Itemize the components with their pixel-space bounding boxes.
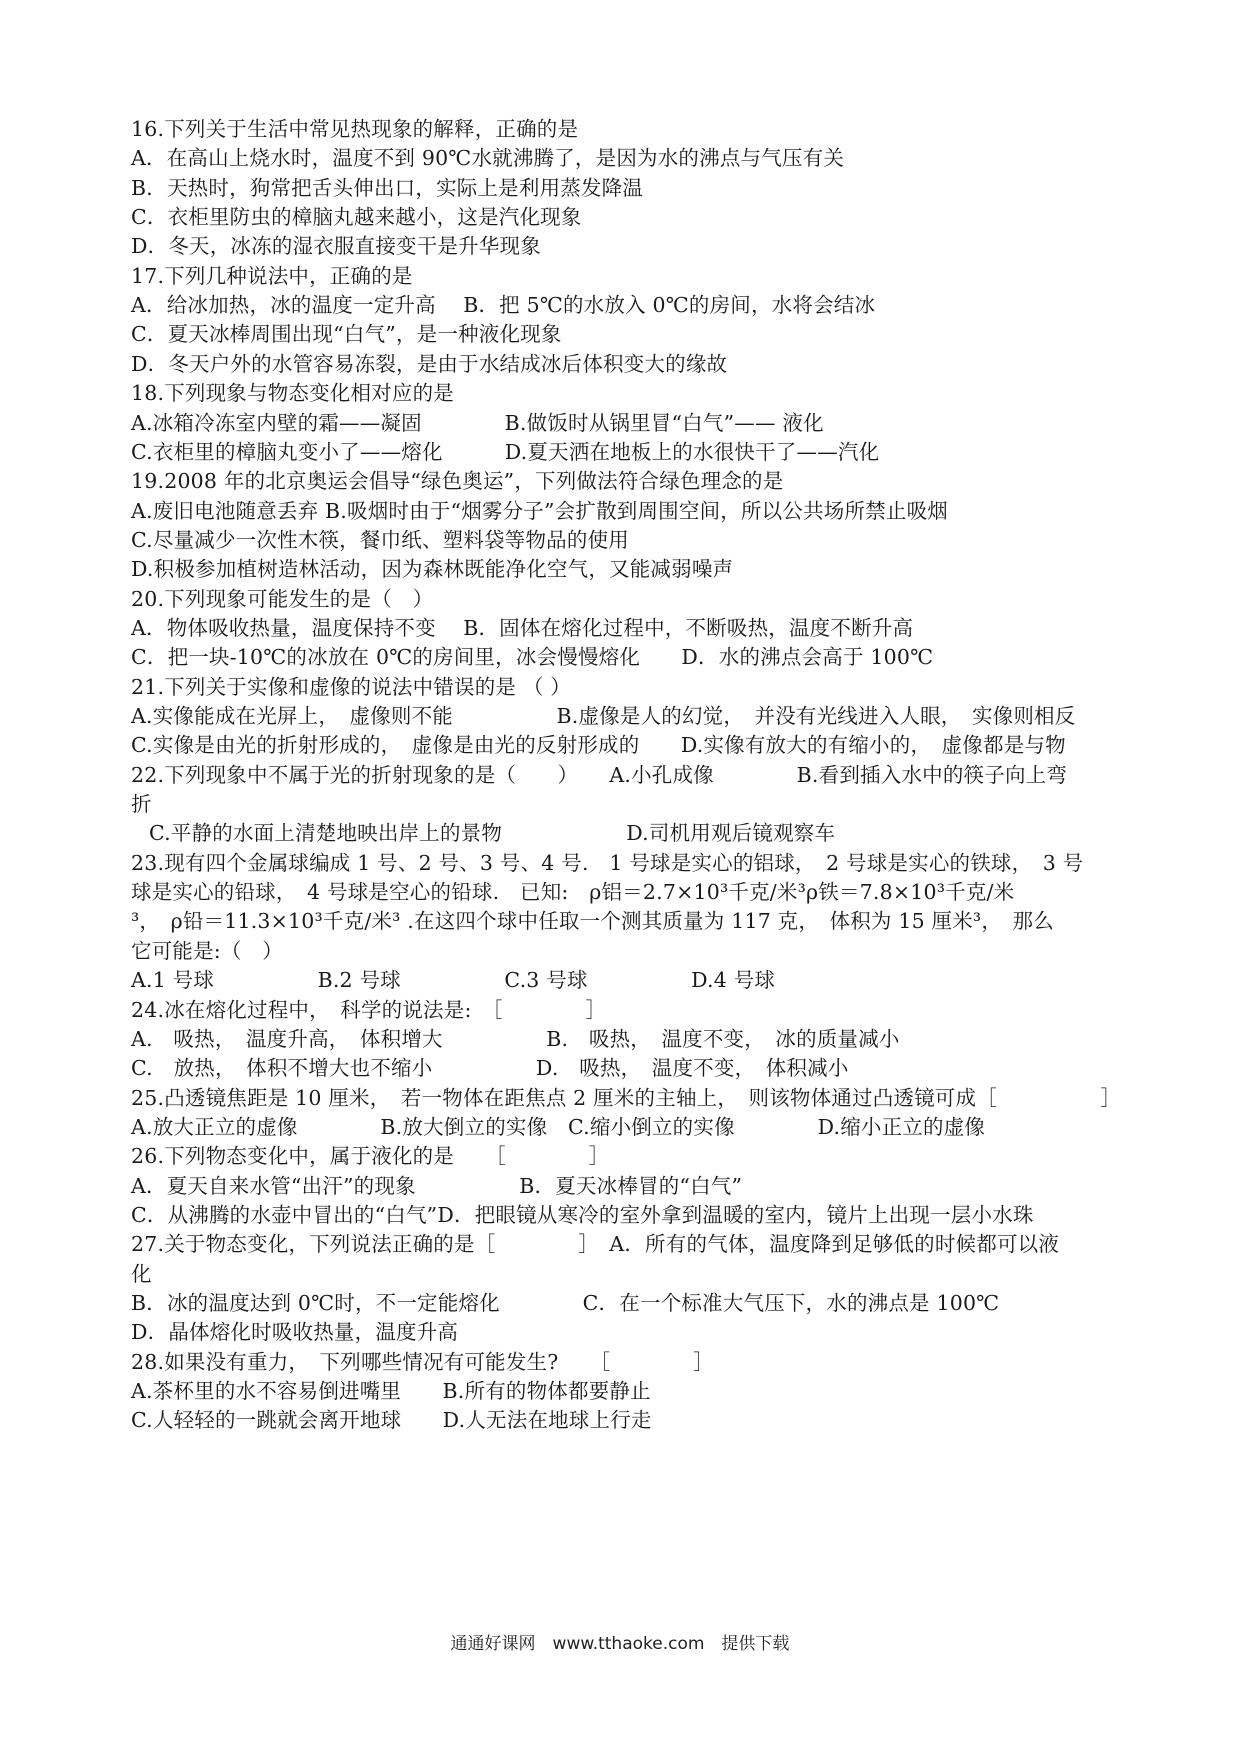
text-line: ³， ρ铅＝11.3×10³千克/米³ .在这四个球中任取一个测其质量为 117 克， 体积为 15 厘米³， 那么 — [131, 909, 1054, 933]
text-line: C．衣柜里防虫的樟脑丸越来越小，这是汽化现象 — [131, 205, 582, 229]
text-line: 20.下列现象可能发生的是（ ） — [131, 587, 434, 611]
text-line: C.实像是由光的折射形成的， 虚像是由光的反射形成的 D.实像有放大的有缩小的， 虚像都是与物 — [131, 733, 1066, 757]
text-line: 18.下列现象与物态变化相对应的是 — [131, 381, 455, 405]
text-line: A.1 号球 B.2 号球 C.3 号球 D.4 号球 — [131, 968, 776, 992]
text-line: 折 — [131, 792, 152, 816]
text-line: D．冬天，冰冻的湿衣服直接变干是升华现象 — [131, 234, 541, 258]
page-footer: 通通好课网 www.tthaoke.com 提供下载 — [450, 1634, 790, 1654]
text-line: A．夏天自来水管“出汗”的现象 B．夏天冰棒冒的“白气” — [131, 1174, 743, 1198]
text-line: 28.如果没有重力， 下列哪些情况有可能发生? ［ ］ — [131, 1350, 714, 1374]
text-line: B．天热时，狗常把舌头伸出口，实际上是利用蒸发降温 — [131, 176, 644, 200]
text-line: 化 — [131, 1262, 152, 1286]
text-line: C.平静的水面上清楚地映出岸上的景物 D.司机用观后镜观察车 — [149, 821, 836, 845]
text-line: 26.下列物态变化中，属于液化的是 ［ ］ — [131, 1144, 610, 1168]
text-line: 17.下列几种说法中，正确的是 — [131, 264, 413, 288]
text-line: C. 放热， 体积不增大也不缩小 D. 吸热， 温度不变， 体积减小 — [131, 1056, 849, 1080]
text-line: B．冰的温度达到 0℃时，不一定能熔化 C．在一个标准大气压下，水的沸点是 100℃ — [131, 1291, 1000, 1315]
text-line: A．给冰加热，冰的温度一定升高 B．把 5℃的水放入 0℃的房间，水将会结冰 — [131, 293, 876, 317]
text-line: 25.凸透镜焦距是 10 厘米， 若一物体在距焦点 2 厘米的主轴上， 则该物体通过凸透镜可成［ ］ — [131, 1086, 1122, 1110]
text-line: A.放大正立的虚像 B.放大倒立的实像 C.缩小倒立的实像 D.缩小正立的虚像 — [131, 1115, 986, 1139]
text-line: A．在高山上烧水时，温度不到 90℃水就沸腾了，是因为水的沸点与气压有关 — [131, 146, 845, 170]
text-line: C．夏天冰棒周围出现“白气”，是一种液化现象 — [131, 322, 562, 346]
text-line: C.衣柜里的樟脑丸变小了——熔化 D.夏天洒在地板上的水很快干了——汽化 — [131, 440, 880, 464]
text-line: 22.下列现象中不属于光的折射现象的是（ ） A.小孔成像 B.看到插入水中的筷子向上弯 — [131, 763, 1068, 787]
text-line: 23.现有四个金属球编成 1 号、2 号、3 号、4 号. 1 号球是实心的铝球， 2 号球是实心的铁球， 3 号 — [131, 851, 1084, 875]
text-line: A.废旧电池随意丢弃 B.吸烟时由于“烟雾分子”会扩散到周围空间，所以公共场所禁止吸烟 — [131, 499, 948, 523]
text-line: 它可能是:（ ） — [131, 939, 284, 963]
text-line: C．从沸腾的水壶中冒出的“白气”D．把眼镜从寒冷的室外拿到温暖的室内，镜片上出现一层小水珠 — [131, 1203, 1034, 1227]
text-line: A. 吸热， 温度升高， 体积增大 B. 吸热， 温度不变， 冰的质量减小 — [131, 1027, 900, 1051]
text-line: A.冰箱冷冻室内壁的霜——凝固 B.做饭时从锅里冒“白气”—— 液化 — [131, 411, 824, 435]
text-line: 27.关于物态变化，下列说法正确的是［ ］ A．所有的气体，温度降到足够低的时候都可以液 — [131, 1232, 1060, 1256]
text-line: 球是实心的铅球， 4 号球是空心的铅球. 已知: ρ铝＝2.7×10³千克/米³ρ铁＝7.8×10³千克/米 — [131, 880, 1015, 904]
text-line: A．物体吸收热量，温度保持不变 B．固体在熔化过程中，不断吸热，温度不断升高 — [131, 616, 914, 640]
text-line: 19.2008 年的北京奥运会倡导“绿色奥运”，下列做法符合绿色理念的是 — [131, 469, 784, 493]
text-line: C.尽量减少一次性木筷，餐巾纸、塑料袋等物品的使用 — [131, 528, 629, 552]
text-line: D.积极参加植树造林活动，因为森林既能净化空气，又能减弱噪声 — [131, 557, 734, 581]
text-line: 16.下列关于生活中常见热现象的解释，正确的是 — [131, 117, 579, 141]
text-line: 21.下列关于实像和虚像的说法中错误的是 （ ） — [131, 675, 571, 699]
text-line: 24.冰在熔化过程中， 科学的说法是: ［ ］ — [131, 998, 607, 1022]
text-line: D．冬天户外的水管容易冻裂，是由于水结成冰后体积变大的缘故 — [131, 352, 728, 376]
text-line: C．把一块-10℃的冰放在 0℃的房间里，冰会慢慢熔化 D．水的沸点会高于 100℃ — [131, 645, 934, 669]
text-line: D．晶体熔化时吸收热量，温度升高 — [131, 1320, 459, 1344]
text-line: C.人轻轻的一跳就会离开地球 D.人无法在地球上行走 — [131, 1408, 652, 1432]
text-line: A.实像能成在光屏上， 虚像则不能 B.虚像是人的幻觉， 并没有光线进入人眼， 实像则相反 — [131, 704, 1076, 728]
text-line: A.茶杯里的水不容易倒进嘴里 B.所有的物体都要静止 — [131, 1379, 651, 1403]
